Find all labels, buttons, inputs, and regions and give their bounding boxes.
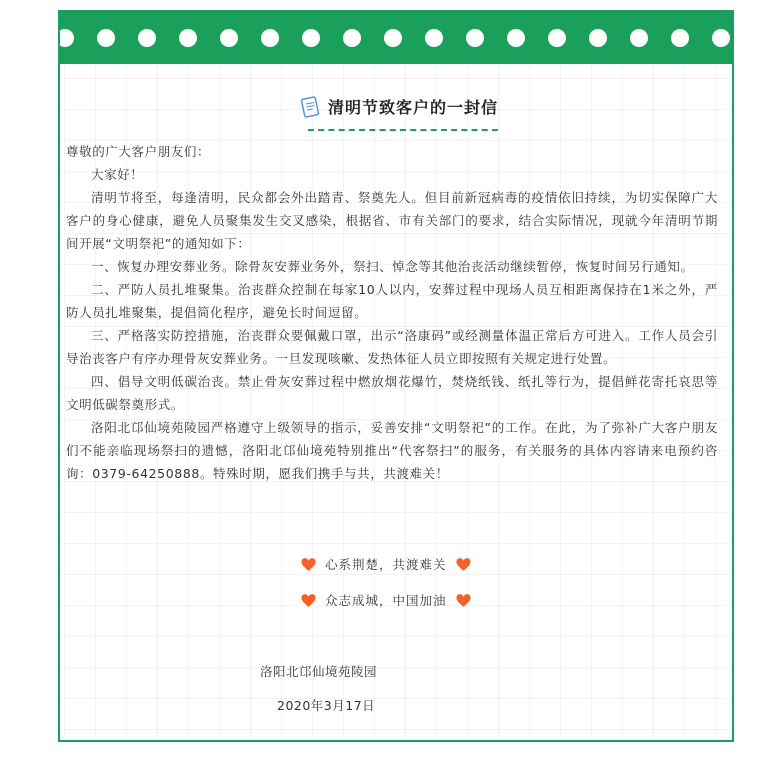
binder-hole xyxy=(630,29,648,47)
binder-hole xyxy=(712,29,730,47)
binder-hole xyxy=(425,29,443,47)
binder-hole xyxy=(220,29,238,47)
binder-hole xyxy=(138,29,156,47)
top-band xyxy=(60,12,732,64)
binder-hole xyxy=(548,29,566,47)
document-icon xyxy=(300,95,318,117)
binder-hole xyxy=(507,29,525,47)
letter-body xyxy=(66,140,718,485)
binder-hole xyxy=(179,29,197,47)
binder-hole xyxy=(384,29,402,47)
signature: 洛阳北邙仙境苑陵园 xyxy=(260,664,378,679)
binder-hole xyxy=(343,29,361,47)
binder-hole xyxy=(97,29,115,47)
binder-hole xyxy=(466,29,484,47)
heart-icon xyxy=(300,556,317,573)
heart-icon xyxy=(300,592,317,609)
slogan-text: 众志成城，中国加油 xyxy=(325,593,447,608)
heart-icon xyxy=(455,556,472,573)
paragraph: 四、倡导文明低碳治丧。禁止骨灰安葬过程中燃放烟花爆竹，焚烧纸钱、纸扎等行为，提倡鲜花寄托哀思等文明低碳祭奠形式。 xyxy=(66,374,718,412)
heart-icon xyxy=(455,592,472,609)
greeting: 大家好！ xyxy=(91,167,144,182)
paragraph: 三、严格落实防控措施，治丧群众要佩戴口罩，出示“洛康码”或经测量体温正常后方可进入。工作人员会引导治丧客户有序办理骨灰安葬业务。一旦发现咳嗽、发热体征人员立即按照有关规定进行处置。 xyxy=(66,328,718,366)
binder-hole xyxy=(261,29,279,47)
slogan-row xyxy=(300,591,472,609)
binder-hole xyxy=(671,29,689,47)
binder-hole xyxy=(302,29,320,47)
paragraph: 清明节将至，每逢清明，民众都会外出踏青、祭奠先人。但目前新冠病毒的疫情依旧持续，为切实保障广大客户的身心健康，避免人员聚集发生交叉感染，根据省、市有关部门的要求，结合实际情况，现就今年清明节期间开展“文明祭祀”的通知如下： xyxy=(66,190,718,251)
letter-card xyxy=(58,10,734,742)
title-underline xyxy=(308,129,498,131)
title-row xyxy=(300,91,498,121)
binder-hole xyxy=(589,29,607,47)
paragraph: 洛阳北邙仙境苑陵园严格遵守上级领导的指示，妥善安排“文明祭祀”的工作。在此，为了弥补广大客户朋友们不能亲临现场祭扫的遗憾，洛阳北邙仙境苑特别推出“代客祭扫”的服务，有关服务的具体内容请来电预约咨询：0379-64250888。特殊时期，愿我们携手与共，共渡难关！ xyxy=(66,420,718,481)
page-title: 清明节致客户的一封信 xyxy=(328,97,499,117)
paragraph: 一、恢复办理安葬业务。除骨灰安葬业务外，祭扫、悼念等其他治丧活动继续暂停，恢复时间另行通知。 xyxy=(91,259,694,274)
paragraph: 二、严防人员扎堆聚集。治丧群众控制在每家10人以内，安葬过程中现场人员互相距离保持在1米之外，严防人员扎堆聚集，提倡简化程序，避免长时间逗留。 xyxy=(66,282,718,320)
slogan-row xyxy=(300,555,472,573)
date: 2020年3月17日 xyxy=(277,698,376,713)
salutation: 尊敬的广大客户朋友们： xyxy=(66,144,211,159)
slogan-text: 心系荆楚，共渡难关 xyxy=(325,557,447,572)
binder-hole xyxy=(58,29,74,47)
